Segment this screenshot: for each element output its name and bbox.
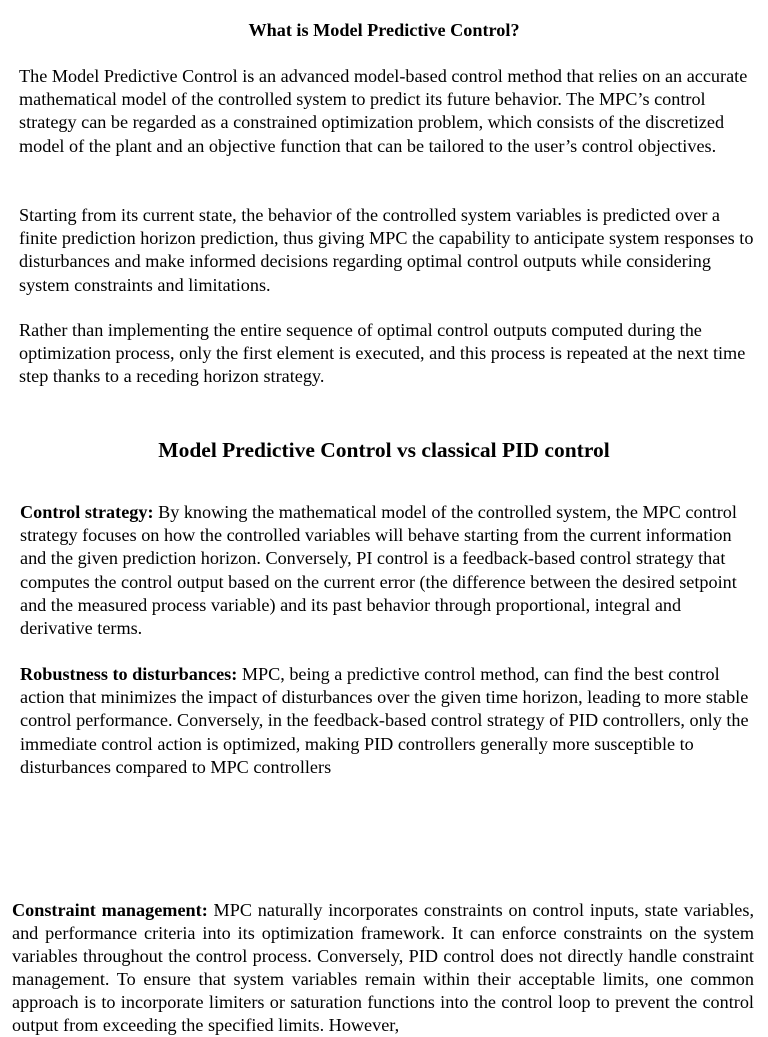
paragraph-robustness: [20, 663, 755, 779]
section-title-mpc-vs-pid: Model Predictive Control vs classical PID control: [158, 438, 610, 462]
section-title-what-is-mpc: What is Model Predictive Control?: [248, 20, 520, 40]
text-constraint-management: MPC naturally incorporates constraints on control inputs, state variables, and performance criteria into its optimization framework. It can enforce constraints on the system variables throughout the control process. Conversely, PID control does not directly handle constraint management. To ensure that system variables remain within their acceptable limits, one common approach is to incorporate limiters or saturation functions into the control loop to prevent the control output from exceeding the specified limits. However,: [12, 900, 754, 1035]
paragraph-constraint-management: [12, 899, 754, 1037]
lead-control-strategy: Control strategy:: [20, 502, 154, 522]
lead-robustness: Robustness to disturbances:: [20, 664, 238, 684]
paragraph-mpc-definition: The Model Predictive Control is an advanced model-based control method that relies on an accurate mathematical model of the controlled system to predict its future behavior. The MPC’s control strategy can be regarded as a constrained optimization problem, which consists of the discretized model of the plant and an objective function that can be tailored to the user’s control objectives.: [19, 66, 748, 156]
paragraph-receding-horizon: Rather than implementing the entire sequence of optimal control outputs computed during the optimization process, only the first element is executed, and this process is repeated at the next time step thanks to a receding horizon strategy.: [19, 320, 746, 387]
text-robustness: MPC, being a predictive control method, can find the best control action that minimizes the impact of disturbances over the given time horizon, leading to more stable control performance. Conversely, in the feedback-based control strategy of PID controllers, only the immediate control action is optimized, making PID controllers generally more susceptible to disturbances compared to MPC controllers: [20, 664, 749, 777]
text-control-strategy: By knowing the mathematical model of the controlled system, the MPC control strategy focuses on how the controlled variables will behave starting from the current information and the given prediction horizon. Conversely, PI control is a feedback-based control strategy that computes the control output based on the current error (the difference between the desired setpoint and the measured process variable) and its past behavior through proportional, integral and derivative terms.: [20, 502, 737, 639]
lead-constraint-management: Constraint management:: [12, 900, 208, 920]
paragraph-prediction-horizon: Starting from its current state, the behavior of the controlled system variables is predicted over a finite prediction horizon prediction, thus giving MPC the capability to anticipate system responses to disturbances and make informed decisions regarding optimal control outputs while considering system constraints and limitations.: [19, 205, 754, 295]
paragraph-control-strategy: [20, 501, 755, 640]
